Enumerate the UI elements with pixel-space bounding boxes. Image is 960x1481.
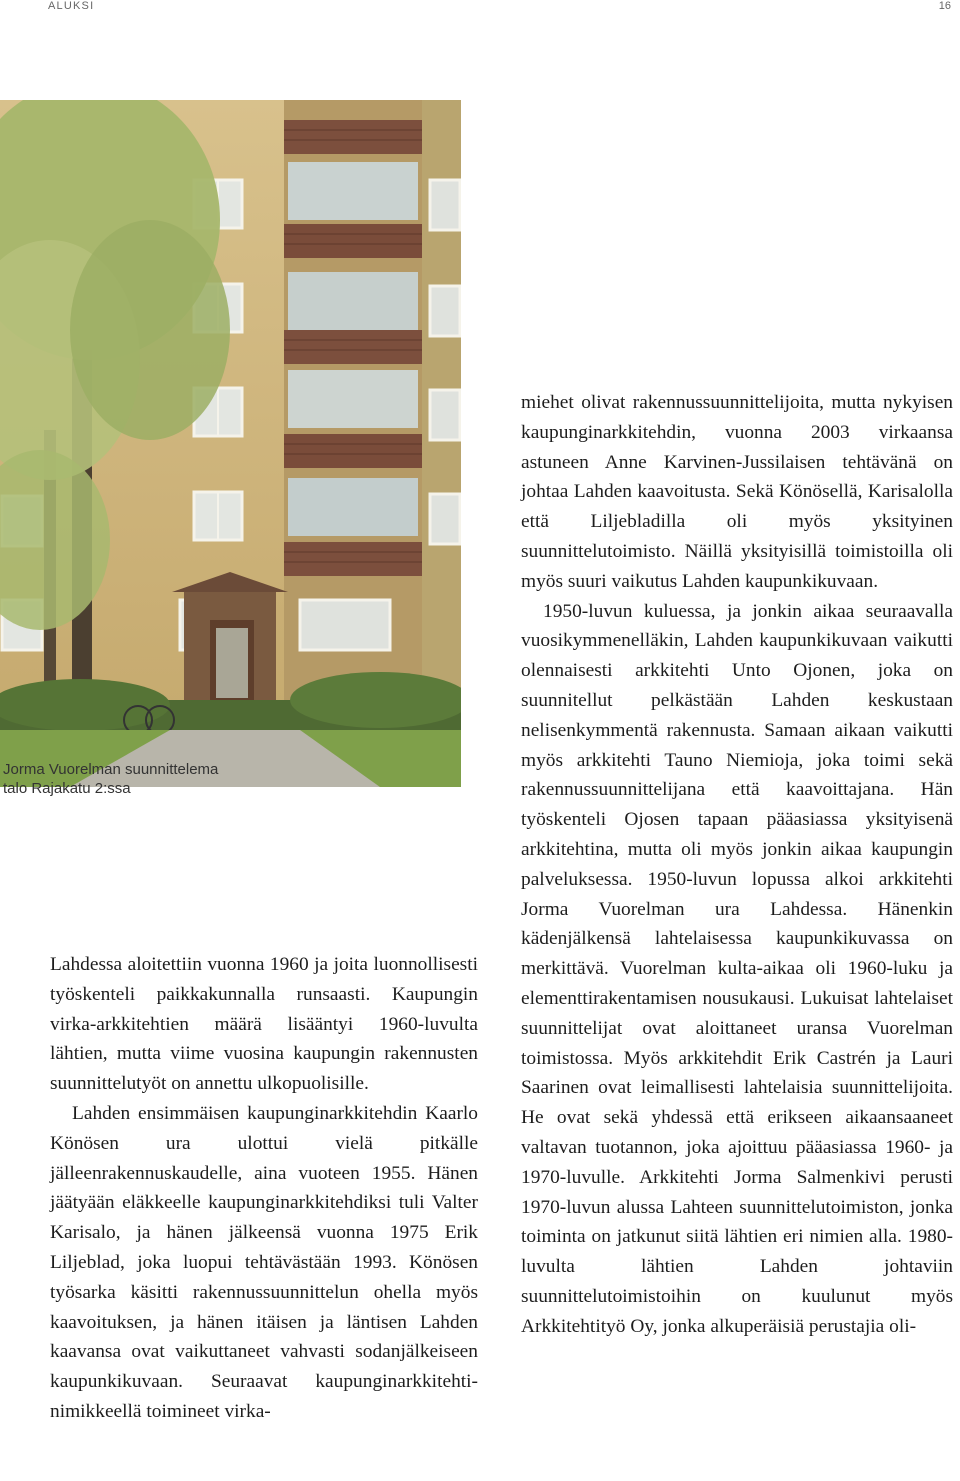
body-paragraph: Lahdessa aloitettiin vuonna 1960 ja joita luonnollisesti työskenteli paikkakunnalla runsaasti. Kaupungin virka-arkkitehtien määrä lisääntyi 1960-luvulta lähtien, mutta viime vuosina kaupungin rakennusten suunnittelutyöt on annettu ulkopuolisille. <box>50 954 478 1095</box>
body-paragraph: miehet olivat rakennussuunnittelijoita, mutta nykyisen kaupunginarkkitehdin, vuonna 2003 virkaansa astuneen Anne Karvinen-Jussilaisen tehtävänä on johtaa Lahden kaavoitusta. Sekä Könösellä, Karisalolla että Liljebladilla oli myös yksityinen suunnittelutoimisto. Näillä yksityisillä toimistoilla oli myös suuri vaikutus Lahden kaupunkikuvaan. <box>521 392 953 592</box>
body-paragraph: 1950-luvun kuluessa, ja jonkin aikaa seuraavalla vuosikymmenelläkin, Lahden kaupunkikuvaan vaikutti olennaisesti arkkitehti Unto Ojonen, joka on suunnitellut pelkästään Lahden keskustaan nelisenkymmentä rakennusta. Samaan aikaan vaikutti myös arkkitehti Tauno Niemioja, joka toimi sekä rakennussuunnittelijana että kaavoittajana. Hän työskenteli Ojosen tapaan pääasiassa yksityisenä arkkitehtina, mutta oli myös jonkin aikaa kaupungin palveluksessa. 1950-luvun lopussa alkoi arkkitehti Jorma Vuorelman ura Lahdessa. Hänenkin kädenjälkensä lahtelaisessa kaupunkikuvassa on merkittävä. Vuorelman kulta-aikaa oli 1960-luku ja elementtirakentamisen nousukausi. Lukuisat lahtelaiset suunnittelijat ovat aloittaneet uransa Vuorelman toimistossa. Myös arkkitehdit Erik Castrén ja Lauri Saarinen ovat leimallisesti lahtelaisia suunnittelijoita. He ovat sekä yhdessä että erikseen aikaansaaneet valtavan tuotannon, joka ajoittuu pääasiassa 1960- ja 1970-luvulle. Arkkitehti Jorma Salmenkivi perusti 1970-luvun alussa Lahteen suunnittelutoimiston, jonka toiminta on jatkunut siitä lähtien eri nimien alla. 1980-luvulta lähtien Lahden johtaviin suunnittelutoimistoihin on kuulunut myös Arkkitehtityö Oy, jonka alkuperäisiä perustajia oli- <box>521 600 953 1337</box>
page-number: 16 <box>938 0 951 12</box>
photo-caption <box>3 760 303 798</box>
running-head: ALUKSI <box>48 0 95 12</box>
right-text-column <box>521 388 953 1342</box>
building-photo <box>0 100 461 787</box>
building-photo-illustration <box>0 100 461 787</box>
left-text-column <box>50 950 478 1427</box>
photo-caption-line-2: talo Rajakatu 2:ssa <box>3 780 131 797</box>
photo-caption-line-1: Jorma Vuorelman suunnittelema <box>3 761 219 778</box>
body-paragraph: Lahden ensimmäisen kaupunginarkkitehdin Kaarlo Könösen ura ulottui vielä pitkälle jälleenrakennuskaudelle, aina vuoteen 1955. Hänen jäätyään eläkkeelle kaupunginarkkitehdiksi tuli Valter Karisalo, ja hänen jälkeensä vuonna 1975 Erik Liljeblad, joka luopui tehtävästään 1993. Könösen työsarka käsitti rakennussuunnittelun ohella myös kaavoituksen, ja hänen itäisen ja läntisen Lahden kaavansa ovat vaikuttaneet vahvasti sodanjälkeiseen kaupunkikuvaan. Seuraavat kaupunginarkkitehti-nimikkeellä toimineet virka- <box>50 1102 478 1422</box>
